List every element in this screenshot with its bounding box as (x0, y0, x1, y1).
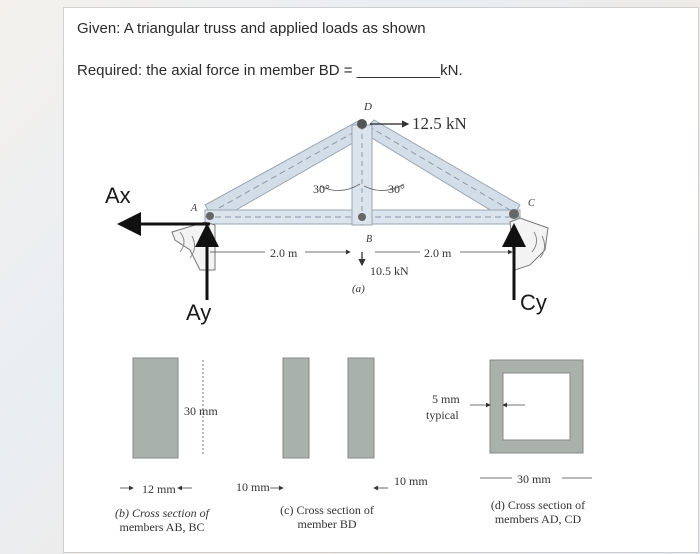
angle-right-label: 30° (388, 182, 405, 196)
section-c-caption-line2: member BD (297, 517, 357, 531)
joint-d (357, 119, 367, 129)
member-ad (205, 120, 372, 222)
section-d (470, 360, 592, 478)
section-d-thickness: 5 mm (432, 392, 460, 406)
member-cd (362, 120, 520, 222)
reaction-ax-text: Ax (105, 183, 131, 208)
section-b-caption (92, 506, 232, 534)
given-text: Given: A triangular truss and applied loads as shown (77, 20, 426, 37)
node-b-label: B (366, 234, 373, 245)
section-b-width: 12 mm (142, 482, 176, 496)
member-bd (352, 125, 372, 225)
section-b-caption-line2: members AB, BC (119, 520, 205, 534)
section-c-caption-line1: (c) Cross section of (280, 503, 374, 517)
reaction-ax-label (105, 183, 131, 209)
section-c (270, 358, 388, 488)
section-d-caption-line1: (d) Cross section of (490, 498, 586, 512)
answer-blank: __________ (356, 62, 441, 79)
support-a (172, 222, 215, 270)
answer-unit: kN. (440, 62, 463, 79)
span-right-label: 2.0 m (424, 246, 452, 260)
joint-b (358, 213, 366, 221)
span-left-label: 2.0 m (270, 246, 298, 260)
load-bottom-label: 10.5 kN (370, 264, 409, 278)
section-c-width: 10 mm (236, 480, 270, 494)
node-a-label: A (191, 203, 198, 214)
node-c-label: C (528, 198, 535, 209)
reaction-cy-label: Cy (520, 290, 547, 315)
section-d-width: 30 mm (517, 472, 551, 486)
section-b (120, 358, 203, 488)
section-d-typical: typical (426, 408, 459, 422)
section-b-height: 30 mm (184, 404, 218, 418)
reaction-ay-label: Ay (186, 300, 212, 325)
support-c (510, 218, 548, 270)
load-top-label: 12.5 kN (412, 114, 467, 133)
section-d-caption-line2: members AD, CD (494, 512, 582, 526)
fig-a-label: (a) (352, 283, 365, 295)
angle-left-label: 30° (313, 182, 330, 196)
joint-a (206, 212, 214, 220)
section-d-caption (468, 498, 608, 526)
section-d-spacing: 10 mm (394, 474, 428, 488)
joint-c (509, 209, 519, 219)
required-label: Required: the axial force in member BD = (77, 62, 357, 79)
section-b-caption-line1: (b) Cross section of (115, 506, 209, 520)
section-c-caption (257, 503, 397, 531)
node-d-label: D (364, 101, 372, 113)
